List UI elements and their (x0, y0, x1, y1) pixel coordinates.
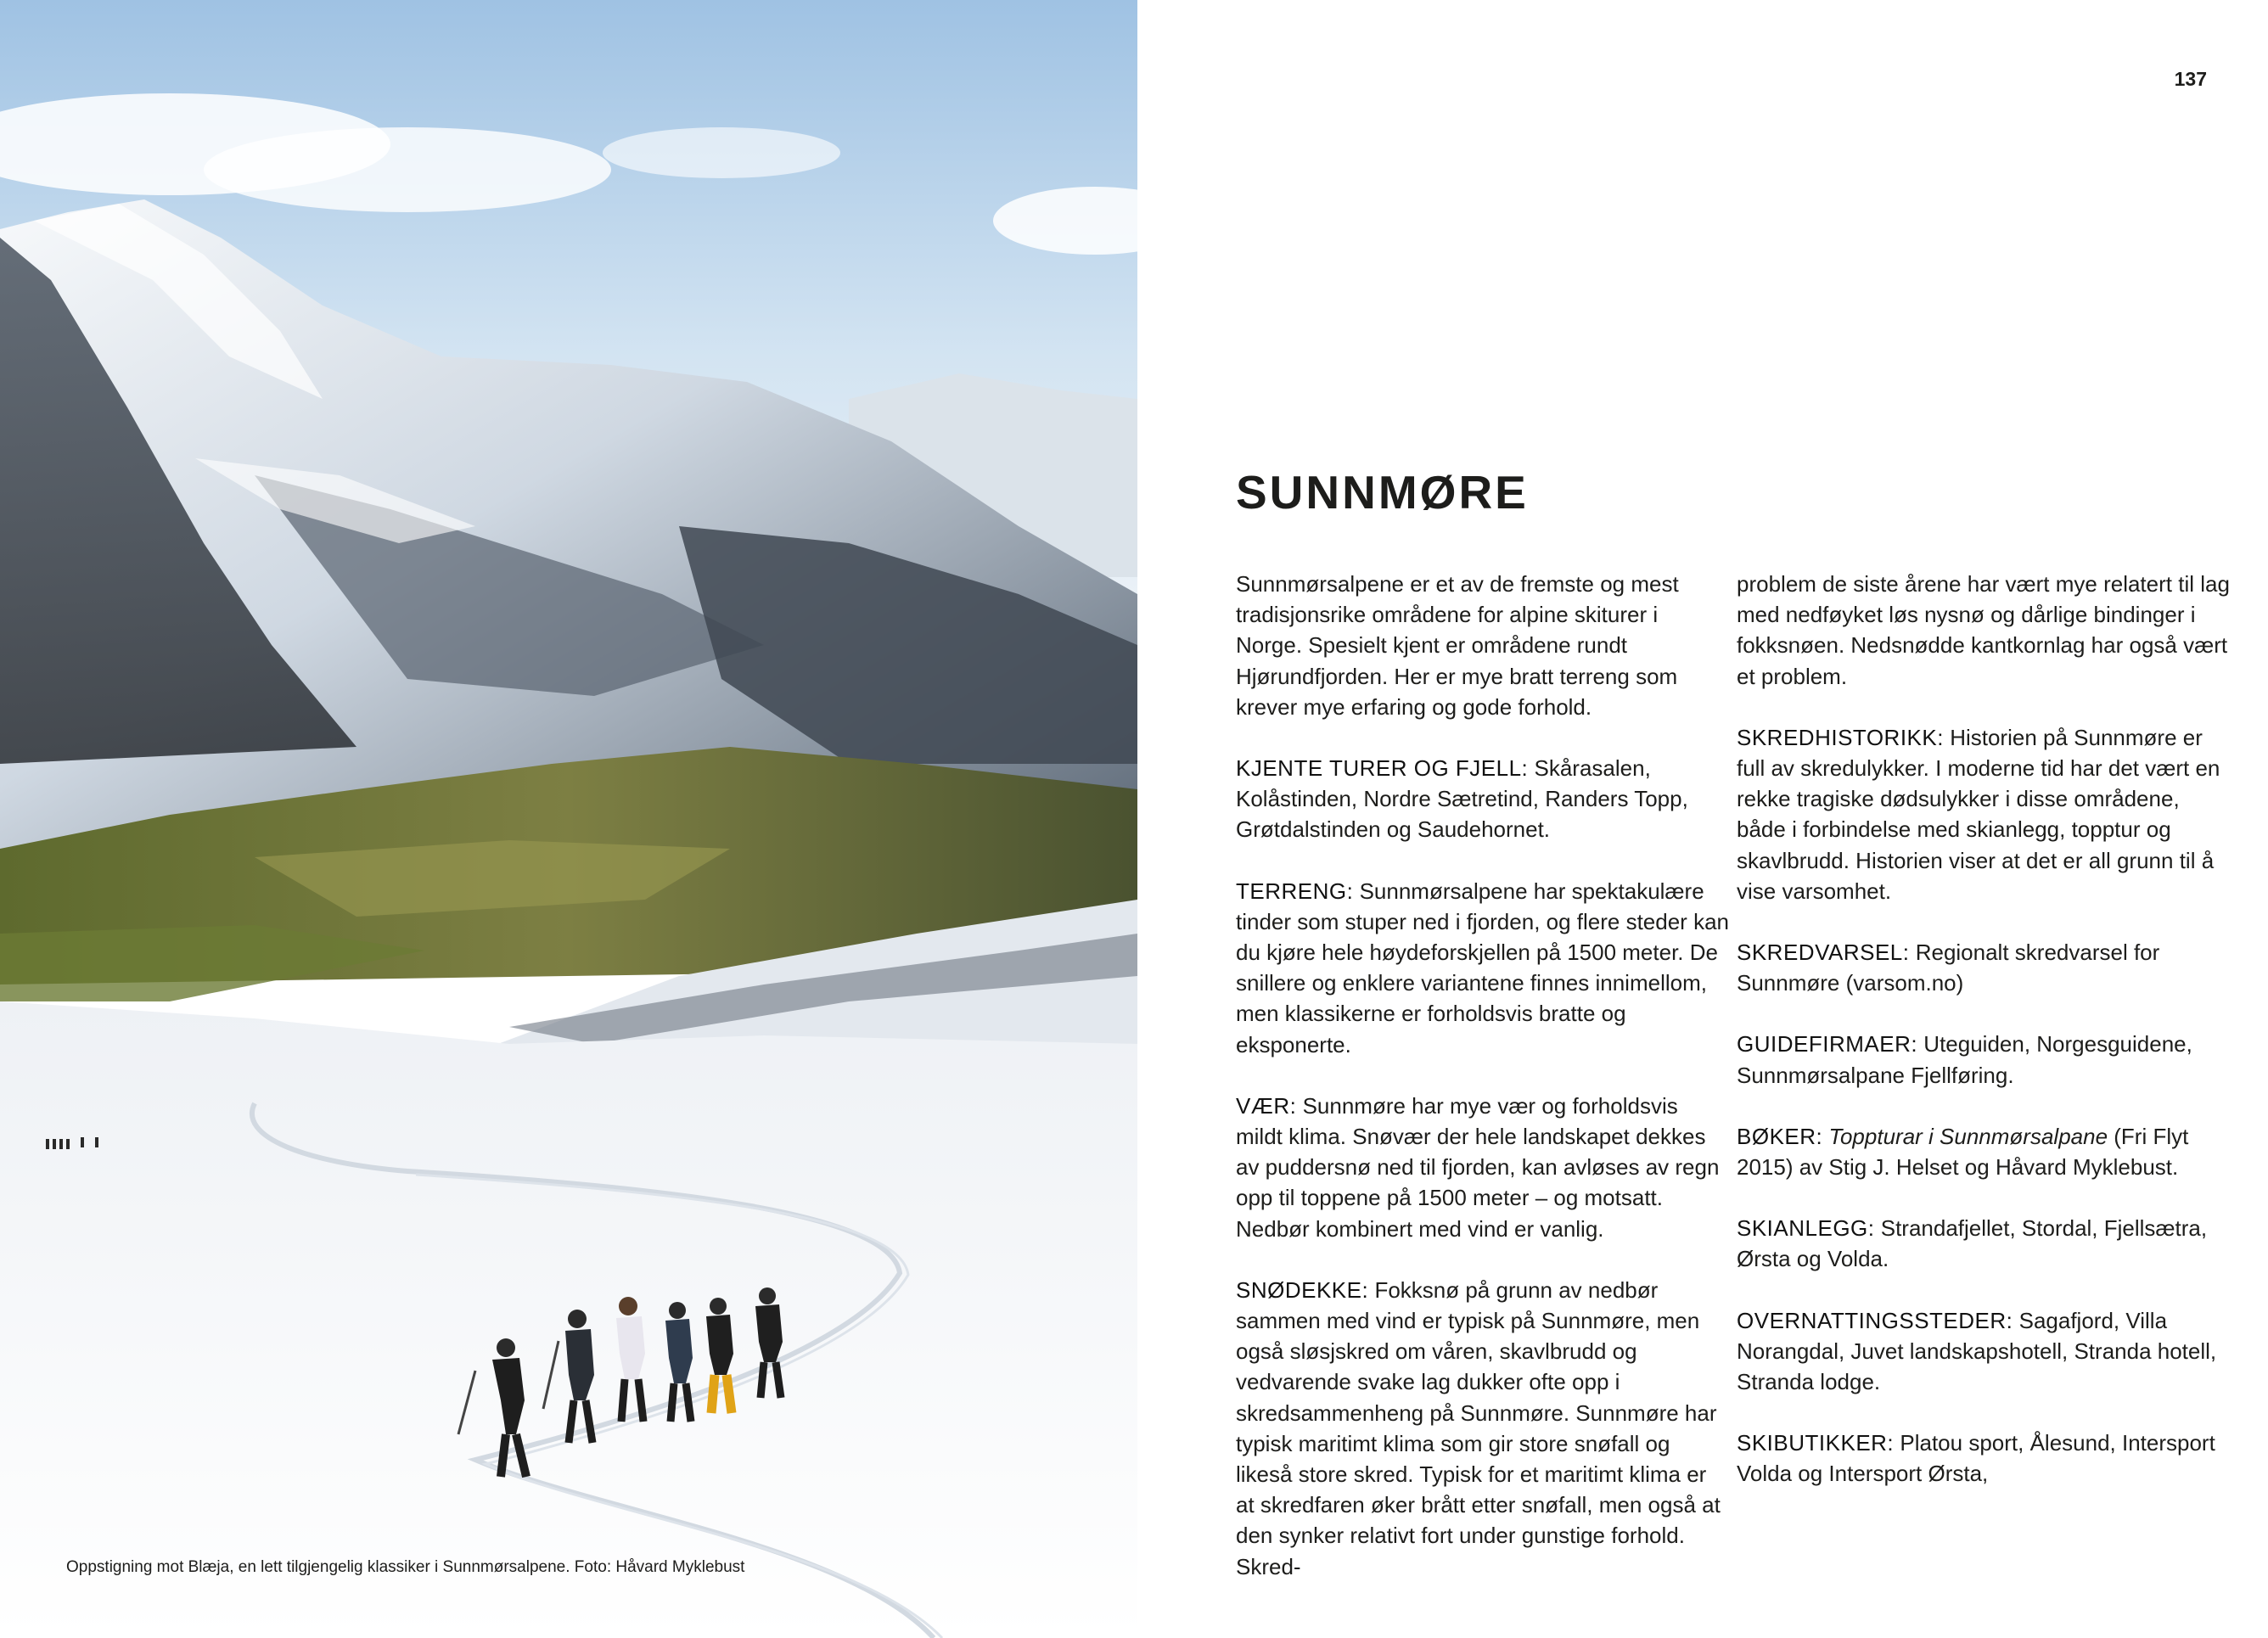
page-number: 137 (2174, 68, 2207, 90)
paragraph-text: Regionalt skredvarsel for Sunnmøre (varsom.no) (1737, 940, 2160, 996)
paragraph-label: SKREDVARSEL: (1737, 940, 1910, 966)
paragraph-label: OVERNATTINGSSTEDER: (1737, 1307, 2013, 1333)
ski-resorts-paragraph (1737, 1213, 2231, 1274)
books-paragraph (1737, 1121, 2231, 1182)
avalanche-history-paragraph (1737, 722, 2231, 906)
paragraph-label: BØKER: (1737, 1123, 1823, 1149)
known-tours-paragraph (1236, 753, 1730, 845)
paragraph-text: Platou sport, Ålesund, Intersport Volda og Intersport Ørsta, (1737, 1430, 2215, 1487)
paragraph-text: Sagafjord, Villa Norangdal, Juvet landskapshotell, Stranda hotell, Stranda lodge. (1737, 1307, 2217, 1395)
paragraph-text: Strandafjellet, Stordal, Fjellsætra, Ørsta og Volda. (1737, 1215, 2208, 1272)
paragraph-text: Sunnmøre har mye vær og forholdsvis mildt klima. Snøvær der hele landskapet dekkes av puddersnø ned til fjorden, kan avløses av regn opp til toppene på 1500 meter – og motsatt. Nedbør kombinert med vind er vanlig. (1236, 1092, 1720, 1242)
photo-caption: Oppstigning mot Blæja, en lett tilgjengelig klassiker i Sunnmørsalpene. Foto: Håvard Myklebust (66, 1558, 745, 1576)
text-column-right (1737, 569, 2231, 1489)
guide-companies-paragraph (1737, 1029, 2231, 1090)
terrain-paragraph (1236, 876, 1730, 1060)
paragraph-text: Sunnmørsalpene har spektakulære tinder som stuper ned i fjorden, og flere steder kan du kjøre hele høydeforskjellen på 1500 meter. De snillere og enklere variantene finnes innimellom, men klassikerne er forholdsvis bratte og eksponerte. (1236, 878, 1729, 1057)
paragraph-label: SNØDEKKE: (1236, 1276, 1369, 1303)
paragraph-text: (Fri Flyt 2015) av Stig J. Helset og Håvard Myklebust. (1737, 1123, 2189, 1181)
paragraph-text: Skårasalen, Kolåstinden, Nordre Sætretind, Randers Topp, Grøtdalstinden og Saudehornet. (1236, 755, 1688, 843)
paragraph-text: Fokksnø på grunn av nedbør sammen med vind er typisk på Sunnmøre, men også sløsjskred om våren, skavlbrudd og vedvarende svake lag dukker ofte opp i skredsammenheng på Sunnmøre. Sunnmøre har typisk maritimt klima som gir store snøfall og likeså store skred. Typisk for et maritimt klima er at skredfaren øker brått etter snøfall, men også at den synker relativt fort under gunstige forhold. Skred- (1236, 1276, 1721, 1579)
paragraph-text: Uteguiden, Norgesguidene, Sunnmørsalpane Fjellføring. (1737, 1031, 2192, 1088)
continued-paragraph (1737, 569, 2231, 692)
weather-paragraph (1236, 1091, 1730, 1244)
paragraph-text: Sunnmørsalpene er et av de fremste og mest tradisjonsrike områdene for alpine skiturer i Norge. Spesielt kjent er områdene rundt Hjørundfjorden. Her er mye bratt terreng som krever mye erfaring og gode forhold. (1236, 571, 1679, 720)
paragraph-label: TERRENG: (1236, 878, 1354, 904)
paragraph-label: GUIDEFIRMAER: (1737, 1031, 1918, 1057)
paragraph-label: SKIANLEGG: (1737, 1215, 1875, 1242)
avalanche-warning-paragraph (1737, 937, 2231, 998)
paragraph-label: SKIBUTIKKER: (1737, 1430, 1895, 1456)
paragraph-text: problem de siste årene har vært mye relatert til lag med nedføyket løs nysnø og dårlige bindinger i fokksnøen. Nedsnødde kantkornlag har også vært et problem. (1737, 571, 2230, 689)
paragraph-label: VÆR: (1236, 1092, 1297, 1119)
intro-paragraph (1236, 569, 1730, 722)
paragraph-text: Historien på Sunnmøre er full av skredulykker. I moderne tid har det vært en rekke tragiske dødsulykker i disse områdene, både i forbindelse med skianlegg, topptur og skavlbrudd. Historien viser at det er all grunn til å vise varsomhet. (1737, 724, 2220, 904)
paragraph-label: KJENTE TURER OG FJELL: (1236, 755, 1529, 782)
text-column-left (1236, 569, 1730, 1582)
book-title: Toppturar i Sunnmørsalpane (1822, 1123, 2108, 1149)
ski-shops-paragraph (1737, 1428, 2231, 1489)
page-title: SUNNMØRE (1236, 466, 1529, 519)
accommodation-paragraph (1737, 1305, 2231, 1398)
paragraph-label: SKREDHISTORIKK: (1737, 724, 1944, 750)
snow-cover-paragraph (1236, 1275, 1730, 1582)
